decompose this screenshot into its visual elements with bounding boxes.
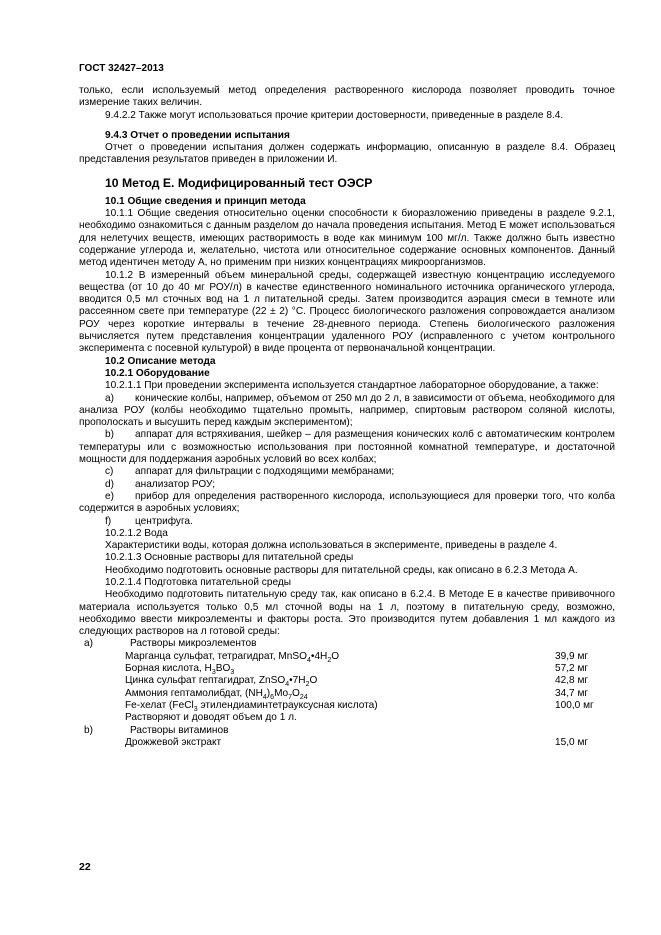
reagent-row: [79, 700, 615, 712]
paragraph-10-1-2: 10.1.2 В измеренный объем минеральной среды, содержащей известную концентрацию исследуемого вещества (от 10 до 40 мг РОУ/л) в качестве единственного номинального источника органического углерода, вводится 0,5 мл сточных вод на 1 л питательной среды. Затем производится аэрация смеси в темноте или рассеянном свете при температуре (22 ± 2) °С. Процесс биологического разложения сопровождается анализом РОУ через короткие интервалы в течение 28-дневного периода. Степень биологического разложения вычисляется путем представления концентрации удаленного РОУ (исправленного с учетом контрольного эксперимента с посевной культурой) в виде процента от первоначальной концентрации.: [79, 269, 615, 355]
list-item: [79, 429, 615, 466]
reagent-amount: 57,2 мг: [555, 663, 589, 675]
reagent-amount: 34,7 мг: [555, 687, 589, 699]
heading-section-10: 10 Метод Е. Модифицированный тест ОЭСР: [105, 175, 373, 190]
list-item: [79, 516, 615, 528]
group-a-note: Растворяют и доводят объем до 1 л.: [125, 712, 297, 724]
paragraph-continuation: только, если используемый метод определения растворенного кислорода позволяет проводить точное измерение таких величин.: [79, 85, 615, 109]
reagent-name: Цинка сульфат гептагидрат, $ZnSO_4•7H_2O$: [125, 675, 318, 689]
paragraph-10-1-1: 10.1.1 Общие сведения относительно оценки способности к биоразложению приведены в разделе 9.2.1, необходимо ознакомиться с данным разделом до начала проведения испытания. Метод Е может использоваться для нелетучих веществ, имеющих растворимость в воде как минимум 100 мг/л. Также должно быть известно содержание углерода и, желательно, чистота или относительное содержание основных компонентов. Данный метод идентичен методу А, но применим при низких концентрациях микроорганизмов.: [79, 208, 615, 269]
reagent-name: Fe-хелат (FeCl$_3$ этилендиаминтетрауксусная кислота): [125, 699, 378, 713]
heading-10-1: 10.1 Общие сведения и принцип метода: [105, 195, 306, 207]
list-item-text: конические колбы, например, объемом от 250 мл до 2 л, в зависимости от объема, необходимого для анализа РОУ (колбы необходимо тщательно промыть, например, спиртовым раствором соляной кислоты, прополоскать и высушить перед каждым экспериментом);: [79, 392, 615, 429]
reagent-amount: 39,9 мг: [555, 650, 589, 662]
list-marker: a): [105, 392, 114, 404]
reagent-amount: 15,0 мг: [555, 736, 589, 748]
reagent-row: [79, 737, 615, 749]
list-marker: d): [105, 478, 114, 490]
reagent-row: [79, 651, 615, 663]
group-title: Растворы витаминов: [130, 724, 229, 736]
paragraph-10-2-1-4: Необходимо подготовить питательную среду так, как описано в 6.2.4. В Методе Е в качестве прививочного материала используется только 0,5 мл сточной воды на 1 л, поэтому в питательную среду, возможно, необходимо ввести микроэлементы и факторы роста. Это производится путем добавления 1 мл каждого из следующих растворов на л готовой среды:: [79, 589, 615, 638]
reagent-group-b: [79, 725, 615, 737]
group-title: Растворы микроэлементов: [130, 638, 257, 650]
list-item-text: аппарат для фильтрации с подходящими мембранами;: [135, 466, 395, 478]
page-number: 22: [79, 861, 91, 873]
document-body: [79, 85, 615, 749]
list-item: [79, 466, 615, 478]
reagent-name: Борная кислота, $H_3BO_3$: [125, 663, 235, 677]
reagent-name: Дрожжевой экстракт: [125, 736, 222, 748]
heading-10-2-1: 10.2.1 Оборудование: [105, 367, 210, 379]
reagent-amount: 100,0 мг: [555, 699, 594, 711]
list-marker: f): [105, 515, 112, 527]
reagent-row: [79, 663, 615, 675]
list-item: [79, 479, 615, 491]
list-marker: c): [105, 466, 114, 478]
reagent-row: [79, 688, 615, 700]
heading-10-2-1-4: 10.2.1.4 Подготовка питательной среды: [105, 576, 291, 588]
reagent-name: Марганца сульфат, тетрагидрат, $MnSO_4•4H_2O$: [125, 650, 340, 664]
group-marker: a): [84, 638, 93, 650]
list-marker: e): [105, 490, 114, 502]
heading-9-4-3: 9.4.3 Отчет о проведении испытания: [105, 129, 290, 141]
list-item-text: анализатор РОУ;: [135, 478, 216, 490]
list-item: [79, 491, 615, 516]
list-marker: b): [105, 429, 114, 441]
reagent-amount: 42,8 мг: [555, 675, 589, 687]
paragraph-10-2-1-2: Характеристики воды, которая должна использоваться в эксперименте, приведены в разделе 4.: [105, 540, 558, 552]
paragraph-9-4-2-2: 9.4.2.2 Также могут использоваться прочие критерии достоверности, приведенные в разделе 8.4.: [105, 109, 564, 121]
heading-10-2-1-3: 10.2.1.3 Основные растворы для питательной среды: [105, 552, 354, 564]
paragraph-10-2-1-3: Необходимо подготовить основные растворы для питательной среды, как описано в 6.2.3 Метода А.: [105, 564, 578, 576]
list-item-text: прибор для определения растворенного кислорода, использующиеся для проверки того, что колба содержится в аэробных условиях;: [79, 490, 615, 515]
heading-10-2: 10.2 Описание метода: [105, 355, 216, 367]
reagent-name: Аммония гептамолибдат, $(NH_4)_6Mo_7O_{24}$: [125, 687, 308, 701]
reagents-list: [79, 638, 615, 749]
group-marker: b): [84, 724, 93, 736]
list-item-text: аппарат для встряхивания, шейкер – для размещения конических колб с автоматическим контролем температуры или с возможностью использования при постоянной комнатной температуре, и достаточной мощности для поддержания аэробных условий во всех колбах;: [79, 429, 615, 466]
paragraph-9-4-3: Отчет о проведении испытания должен содержать информацию, описанную в разделе 8.4. Образец представления результатов приведен в приложении И.: [79, 142, 615, 166]
page-header-standard: ГОСТ 32427–2013: [79, 63, 164, 74]
reagent-group-a: [79, 638, 615, 650]
heading-10-2-1-2: 10.2.1.2 Вода: [105, 527, 168, 539]
list-item-text: центрифуга.: [135, 515, 193, 527]
list-item: [79, 393, 615, 430]
paragraph-10-2-1-1: 10.2.1.1 При проведении эксперимента используется стандартное лабораторное оборудование, а также:: [105, 380, 599, 392]
reagent-row: [79, 675, 615, 687]
